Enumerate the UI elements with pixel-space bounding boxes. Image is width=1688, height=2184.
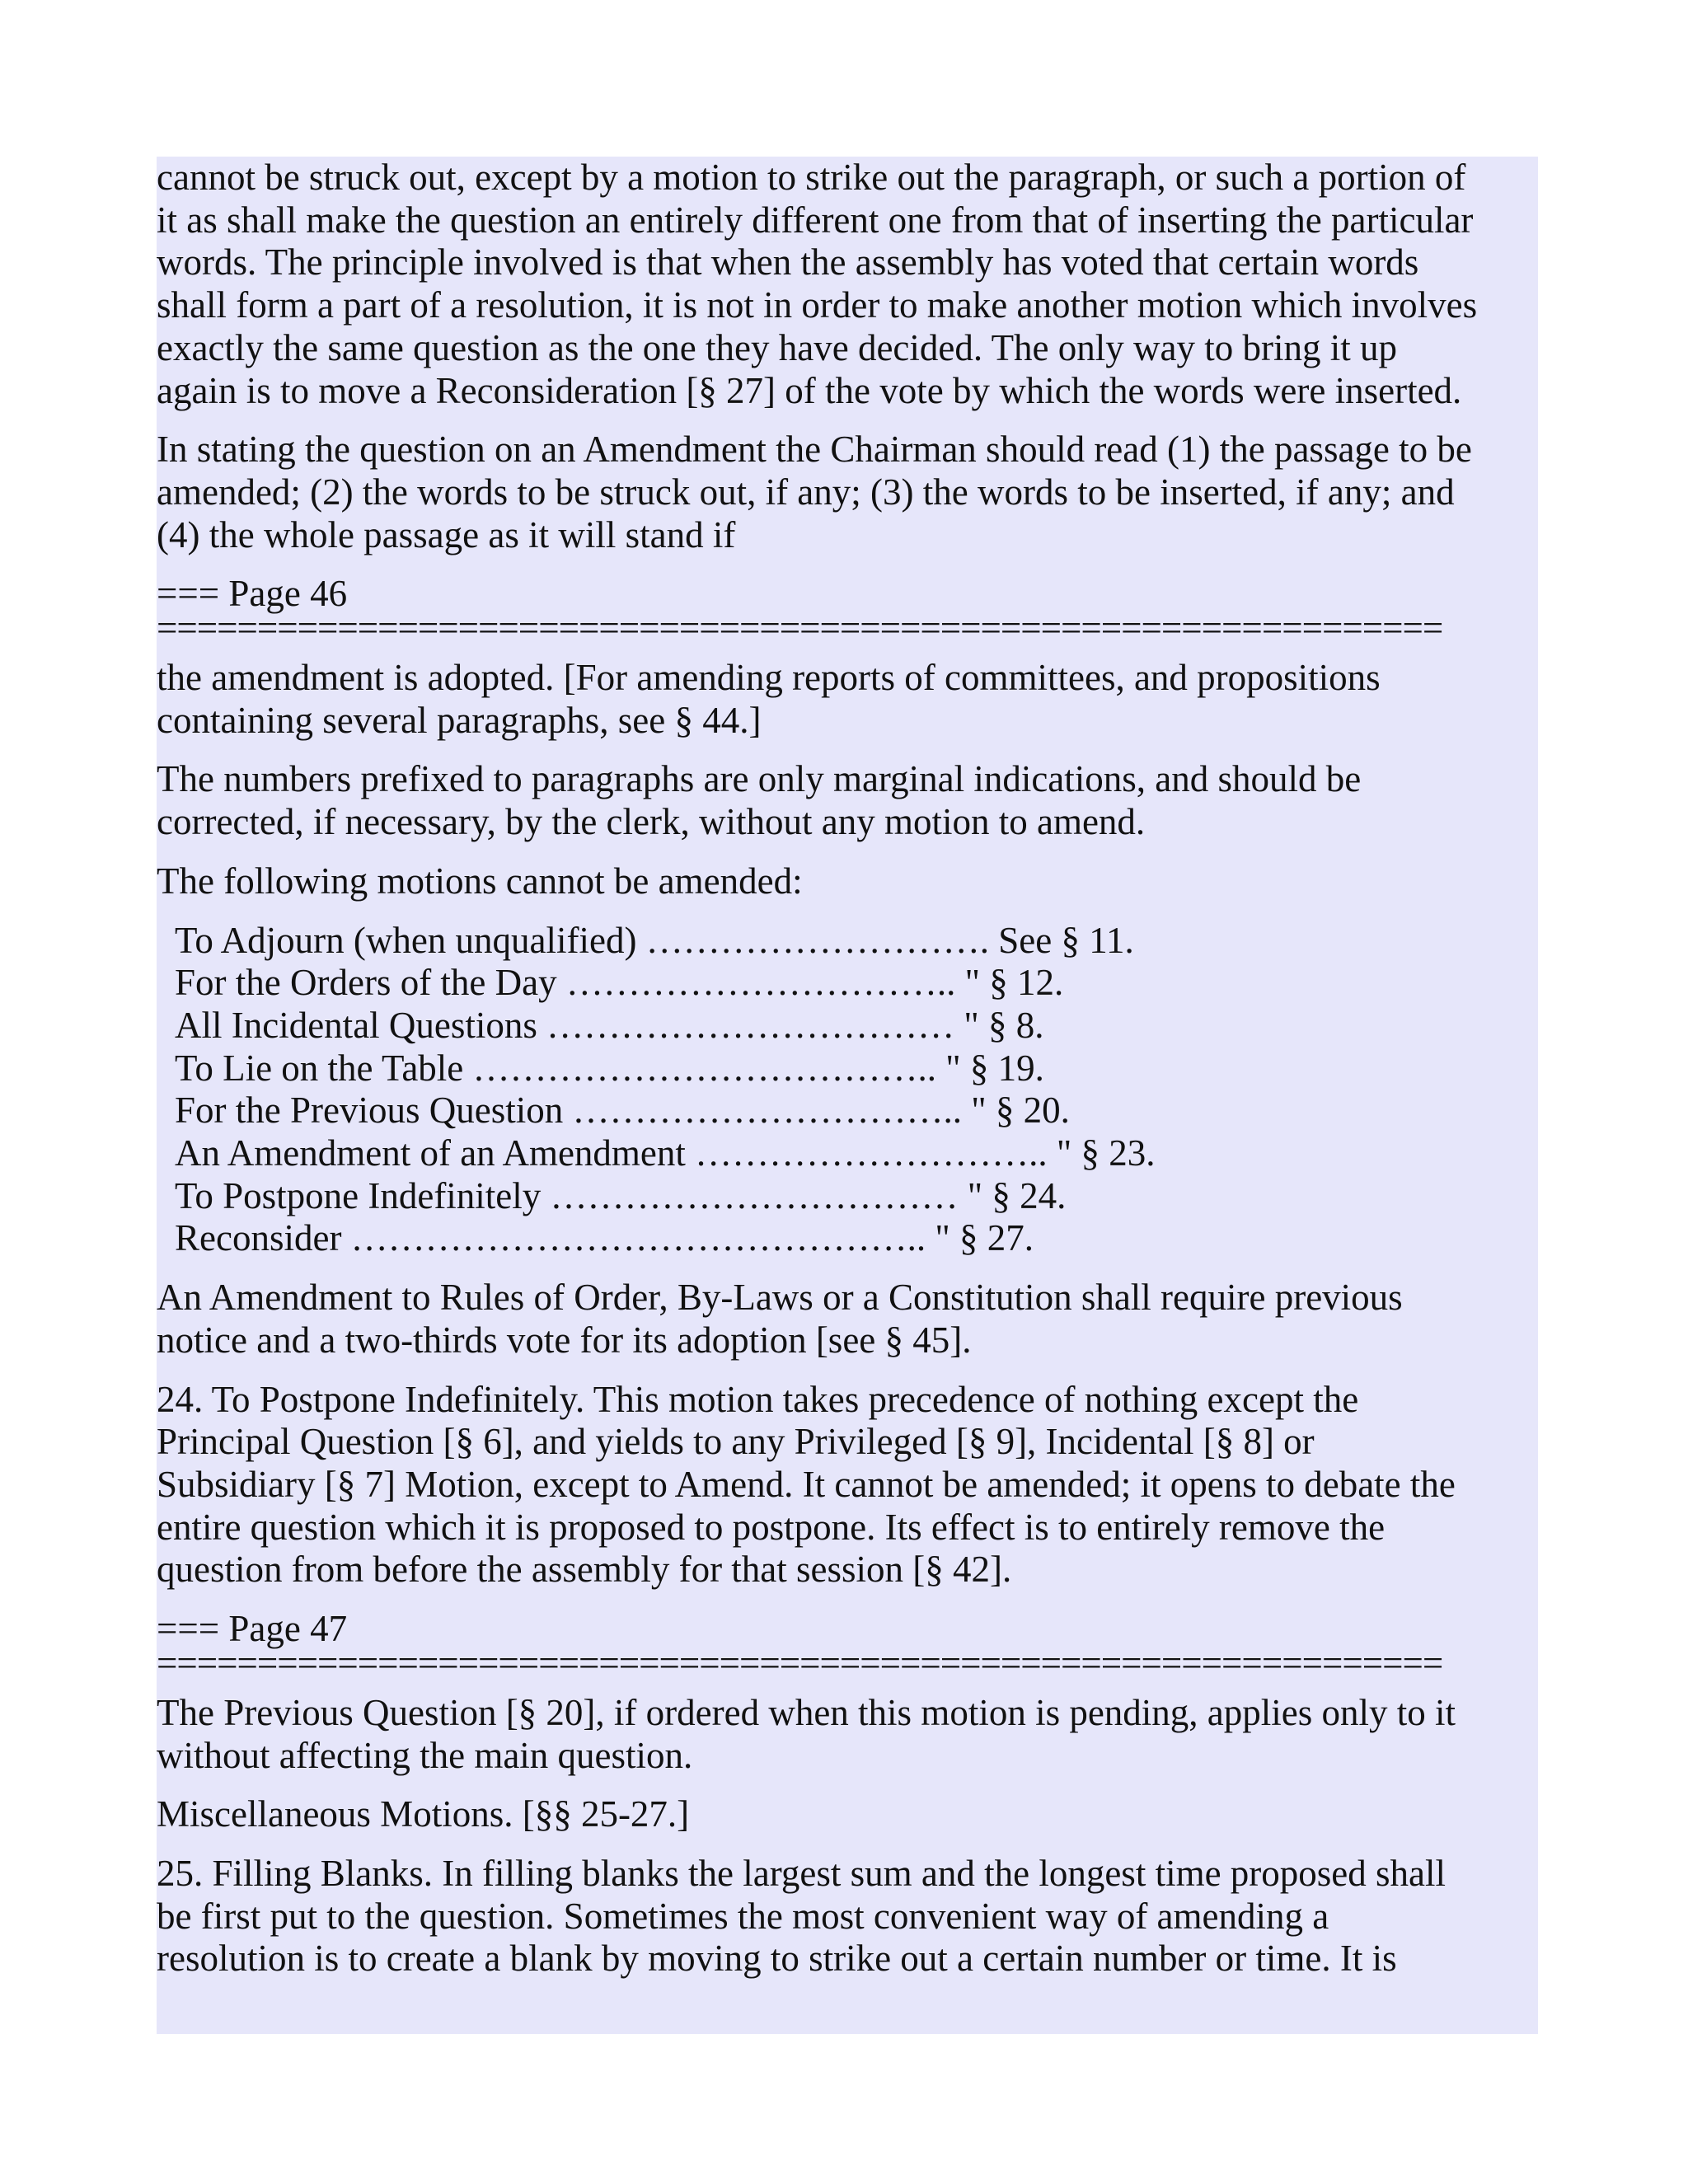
paragraph-10: 25. Filling Blanks. In filling blanks the largest sum and the longest time proposed shall be first put to the question. Sometimes the most convenient way of amending a resolution is to create a blank by moving to strike out a certain number or time. It is (157, 1852, 1447, 1980)
document-page (157, 157, 1538, 2034)
paragraph-6: An Amendment to Rules of Order, By-Laws or a Constitution shall require previous notice and a two-thirds vote for its adoption [see § 45]. (157, 1277, 1403, 1361)
page-marker-46: === Page 46 (157, 573, 348, 615)
paragraph-4: The numbers prefixed to paragraphs are only marginal indications, and should be corrected, if necessary, by the clerk, without any motion to amend. (157, 758, 1362, 843)
paragraph-5: The following motions cannot be amended: (157, 860, 803, 902)
paragraph-8: The Previous Question [§ 20], if ordered when this motion is pending, applies only to it without affecting the main question. (157, 1691, 1456, 1776)
list-item: For the Previous Question ………………………….. " § 20. (175, 1090, 1070, 1132)
list-item: All Incidental Questions …………………………… " § 8. (175, 1004, 1044, 1046)
list-item: To Lie on the Table ……………………………….. " § 19. (175, 1047, 1044, 1089)
non-amendable-motions-list (175, 920, 1538, 1261)
list-item: An Amendment of an Amendment ……………………….. " § 23. (175, 1132, 1156, 1174)
list-item: For the Orders of the Day ………………………….. " § 12. (175, 962, 1064, 1004)
paragraph-9: Miscellaneous Motions. [§§ 25-27.] (157, 1793, 690, 1835)
paragraph-1: cannot be struck out, except by a motion to strike out the paragraph, or such a portion of it as shall make the question an entirely different one from that of inserting the particular words. The principle involved is that when the assembly has voted that certain words shall form a part of a resolution, it is not in order to make another motion which involves exactly the same question as the one they have decided. The only way to bring it up again is to move a Reconsideration [§ 27] of the vote by which the words were inserted. (157, 157, 1478, 411)
page-marker-47: === Page 47 (157, 1608, 348, 1650)
page-rule-46: ================================================================ (157, 616, 1443, 641)
list-item: Reconsider ……………………………………….. " § 27. (175, 1217, 1034, 1259)
paragraph-3: the amendment is adopted. [For amending reports of committees, and propositions containing several paragraphs, see § 44.] (157, 657, 1381, 741)
page-rule-47: ================================================================ (157, 1650, 1443, 1675)
list-item: To Adjourn (when unqualified) ………………………. See § 11. (175, 919, 1134, 961)
paragraph-2: In stating the question on an Amendment the Chairman should read (1) the passage to be amended; (2) the words to be struck out, if any; (3) the words to be inserted, if any; and (4) the whole passage as it will stand if (157, 429, 1472, 555)
paragraph-7: 24. To Postpone Indefinitely. This motion takes precedence of nothing except the Principal Question [§ 6], and yields to any Privileged [§ 9], Incidental [§ 8] or Subsidiary [§ 7] Motion, except to Amend. It cannot be amended; it opens to debate the entire question which it is proposed to postpone. Its effect is to entirely remove the question from before the assembly for that session [§ 42]. (157, 1378, 1456, 1591)
list-item: To Postpone Indefinitely …………………………… " § 24. (175, 1174, 1067, 1216)
